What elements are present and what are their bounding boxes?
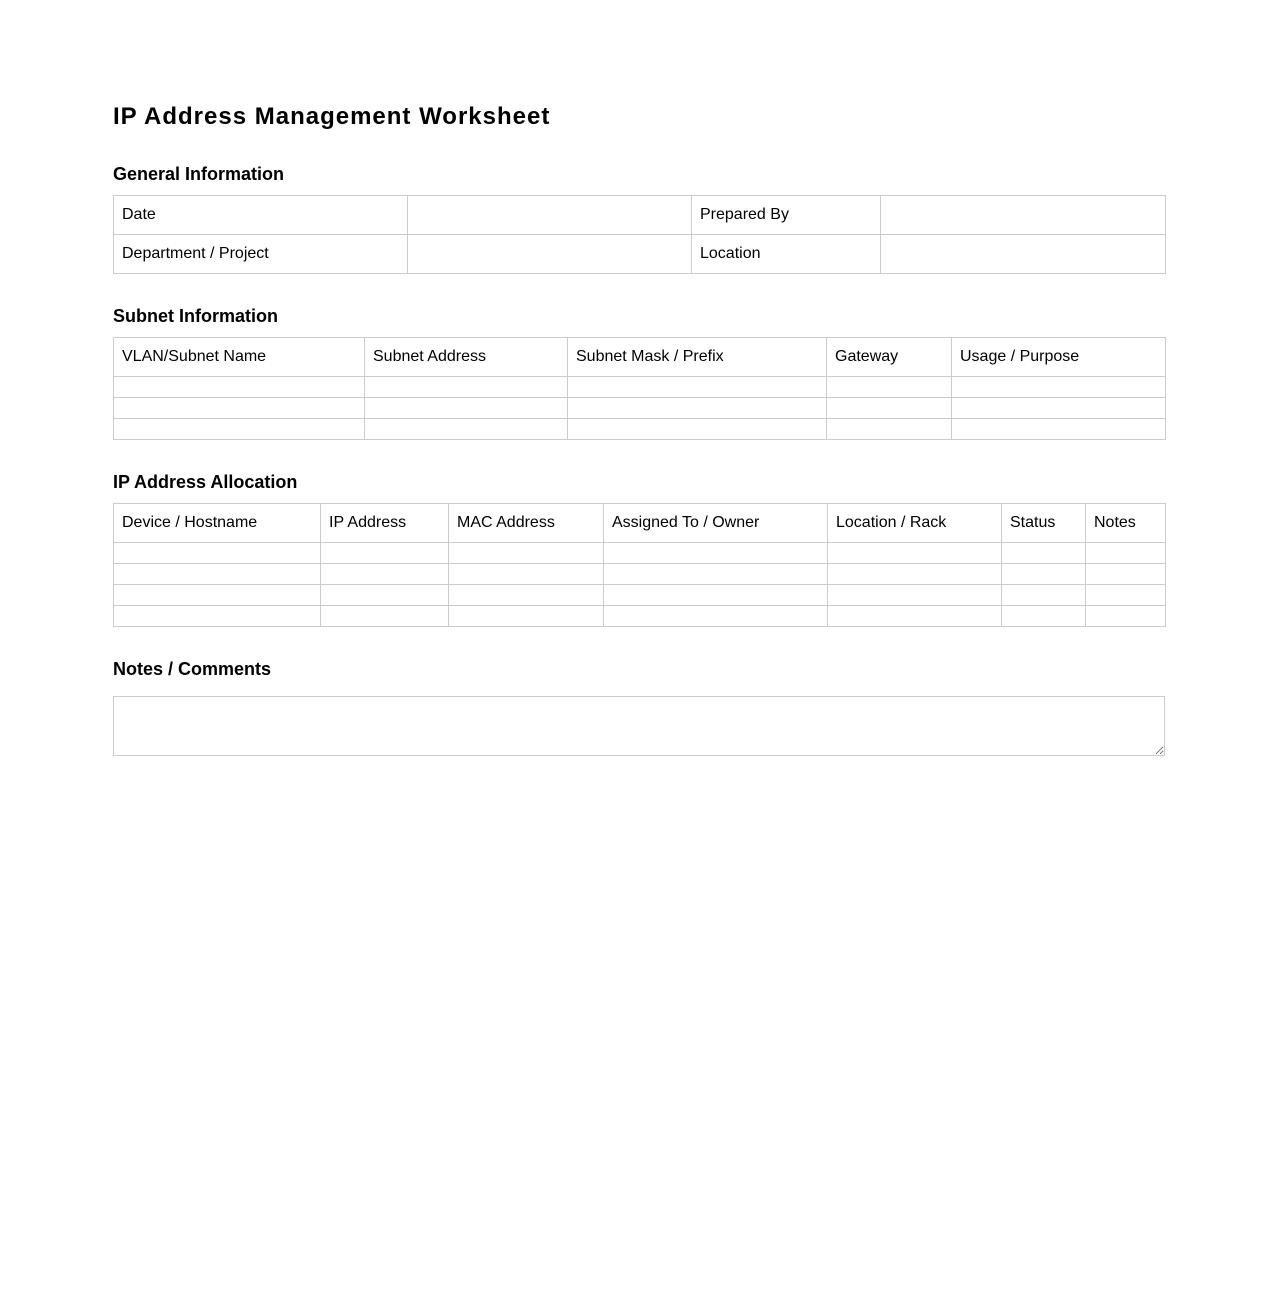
column-header-mac-address: MAC Address [449, 504, 604, 543]
table-row [114, 419, 1166, 440]
date-field[interactable] [408, 196, 692, 235]
table-cell[interactable] [952, 419, 1166, 440]
page-title: IP Address Management Worksheet [113, 103, 551, 130]
column-header-subnet-mask-prefix: Subnet Mask / Prefix [568, 338, 827, 377]
column-header-device-hostname: Device / Hostname [114, 504, 321, 543]
table-cell[interactable] [604, 585, 828, 606]
table-cell[interactable] [449, 585, 604, 606]
table-cell[interactable] [827, 377, 952, 398]
table-cell[interactable] [827, 419, 952, 440]
subnet-info-table [113, 337, 1166, 440]
department-project-label: Department / Project [114, 235, 408, 274]
prepared-by-field[interactable] [881, 196, 1166, 235]
table-cell[interactable] [114, 585, 321, 606]
table-cell[interactable] [604, 543, 828, 564]
general-info-row-date [114, 196, 1166, 235]
table-cell[interactable] [604, 606, 828, 627]
column-header-assigned-to-owner: Assigned To / Owner [604, 504, 828, 543]
table-cell[interactable] [321, 543, 449, 564]
table-cell[interactable] [1002, 564, 1086, 585]
table-cell[interactable] [604, 564, 828, 585]
table-cell[interactable] [114, 377, 365, 398]
column-header-location-rack: Location / Rack [828, 504, 1002, 543]
table-row [114, 377, 1166, 398]
table-row [114, 585, 1166, 606]
table-cell[interactable] [828, 585, 1002, 606]
allocation-header-row [114, 504, 1166, 543]
general-info-row-department [114, 235, 1166, 274]
table-cell[interactable] [1086, 606, 1166, 627]
subnet-header-row [114, 338, 1166, 377]
table-cell[interactable] [321, 606, 449, 627]
table-cell[interactable] [827, 398, 952, 419]
prepared-by-label: Prepared By [692, 196, 881, 235]
column-header-gateway: Gateway [827, 338, 952, 377]
table-cell[interactable] [365, 398, 568, 419]
column-header-ip-address: IP Address [321, 504, 449, 543]
table-cell[interactable] [568, 398, 827, 419]
table-cell[interactable] [568, 419, 827, 440]
table-cell[interactable] [114, 564, 321, 585]
table-cell[interactable] [365, 419, 568, 440]
table-cell[interactable] [321, 564, 449, 585]
table-row [114, 606, 1166, 627]
general-info-table [113, 195, 1166, 274]
table-cell[interactable] [952, 377, 1166, 398]
table-row [114, 398, 1166, 419]
ip-allocation-heading: IP Address Allocation [113, 472, 298, 492]
table-cell[interactable] [828, 606, 1002, 627]
table-cell[interactable] [449, 564, 604, 585]
table-cell[interactable] [449, 606, 604, 627]
ip-allocation-table [113, 503, 1166, 627]
table-cell[interactable] [1086, 543, 1166, 564]
column-header-status: Status [1002, 504, 1086, 543]
table-cell[interactable] [114, 606, 321, 627]
table-cell[interactable] [1002, 606, 1086, 627]
column-header-usage-purpose: Usage / Purpose [952, 338, 1166, 377]
table-cell[interactable] [114, 398, 365, 419]
table-cell[interactable] [1002, 543, 1086, 564]
table-cell[interactable] [114, 419, 365, 440]
table-row [114, 543, 1166, 564]
notes-comments-heading: Notes / Comments [113, 659, 272, 679]
column-header-notes: Notes [1086, 504, 1166, 543]
location-label: Location [692, 235, 881, 274]
table-cell[interactable] [1002, 585, 1086, 606]
table-cell[interactable] [828, 543, 1002, 564]
notes-comments-textarea[interactable] [113, 696, 1165, 756]
subnet-info-heading: Subnet Information [113, 306, 278, 326]
table-cell[interactable] [828, 564, 1002, 585]
table-cell[interactable] [952, 398, 1166, 419]
table-cell[interactable] [568, 377, 827, 398]
department-project-field[interactable] [408, 235, 692, 274]
table-row [114, 564, 1166, 585]
table-cell[interactable] [114, 543, 321, 564]
date-label: Date [114, 196, 408, 235]
table-cell[interactable] [365, 377, 568, 398]
column-header-vlan-subnet-name: VLAN/Subnet Name [114, 338, 365, 377]
table-cell[interactable] [1086, 564, 1166, 585]
column-header-subnet-address: Subnet Address [365, 338, 568, 377]
general-info-heading: General Information [113, 164, 285, 184]
table-cell[interactable] [321, 585, 449, 606]
table-cell[interactable] [1086, 585, 1166, 606]
location-field[interactable] [881, 235, 1166, 274]
table-cell[interactable] [449, 543, 604, 564]
